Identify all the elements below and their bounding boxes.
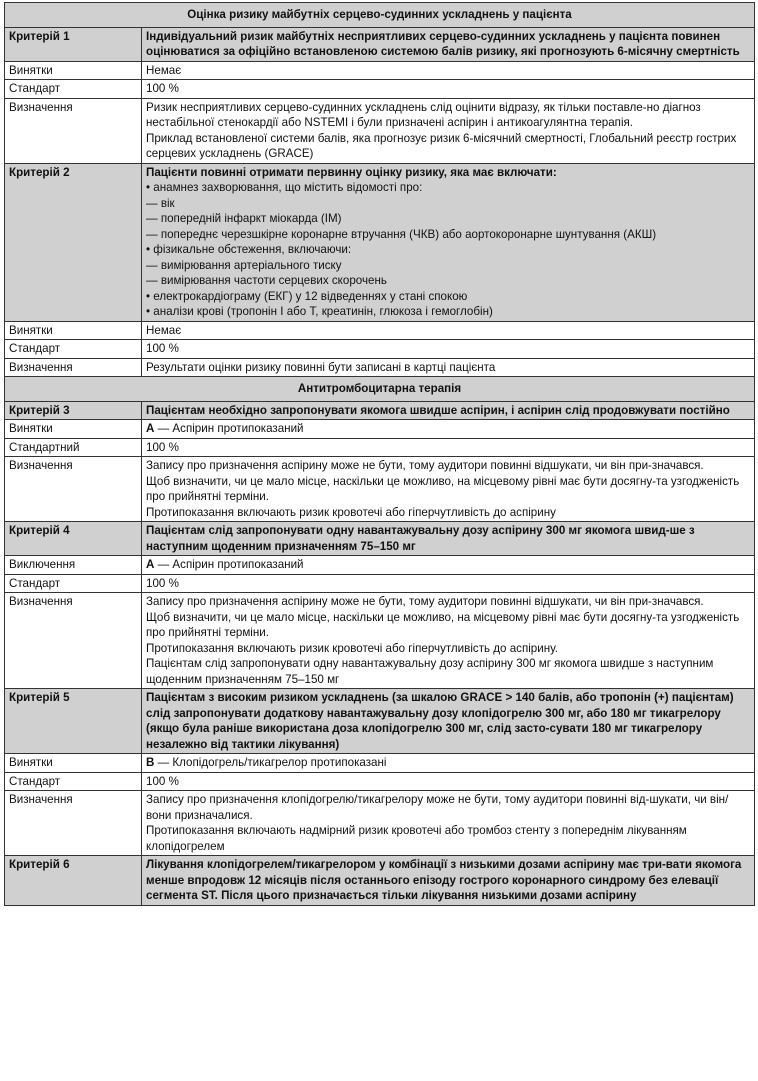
row-label: Винятки [5, 61, 142, 80]
bullet-line: • електрокардіограму (ЕКГ) у 12 відведеннях у стані спокою [146, 289, 468, 303]
criterion-text: Лікування клопідогрелем/тикагрелором у комбінації з низькими дозами аспірину має три-вати якомога менше впродовж 12 місяців після останнього епізоду гострого коронарного синдрому без елевації сегмента ST. Після цього призначається тільки лікування низькими дозами аспірину [142, 856, 755, 906]
definition-line: Запису про призначення аспірину може не бути, тому аудитори повинні відшукати, чи він при-значався. [146, 459, 704, 472]
standard-row [5, 80, 755, 99]
dash-line: — вимірювання артеріального тиску [146, 258, 342, 272]
row-value: 100 % [142, 438, 755, 457]
criterion-label: Критерій 3 [5, 401, 142, 420]
row-label: Визначення [5, 791, 142, 856]
exceptions-row [5, 420, 755, 439]
definition-line: Протипоказання включають надмірний ризик кровотечі або тромбоз стенту з попереднім лікуванням клопідогрелем [146, 824, 687, 853]
standard-row [5, 574, 755, 593]
definition-line: Протипоказання включають ризик кровотечі або гіперчутливість до аспірину. [146, 641, 558, 655]
dash-line: — попередній інфаркт міокарда (ІМ) [146, 212, 342, 225]
row-label: Винятки [5, 754, 142, 773]
exceptions-row [5, 321, 755, 340]
row-value [142, 556, 755, 575]
criterion-6-row [5, 856, 755, 906]
row-label: Стандартний [5, 438, 142, 457]
row-value [142, 457, 755, 522]
row-label: Стандарт [5, 340, 142, 359]
definition-line: Щоб визначити, чи це мало місце, наскільки це можливо, на місцевому рівні має бути досягну-та узгодженість про прийнятні терміни. [146, 610, 740, 639]
row-value [142, 593, 755, 689]
row-label: Виключення [5, 556, 142, 575]
definition-line: Запису про призначення аспірину може не бути, тому аудитори повинні відшукати, чи він при-значався. [146, 595, 704, 608]
standard-row [5, 340, 755, 359]
definition-row [5, 98, 755, 163]
criterion-label: Критерій 2 [5, 163, 142, 321]
definition-line: Протипоказання включають ризик кровотечі або гіперчутливість до аспірину [146, 505, 556, 519]
criterion-text: Індивідуальний ризик майбутніх несприятливих серцево-судинних ускладнень у пацієнта повинен оцінюватися за офіційно встановленою системою балів ризику, які прогнозують 6-місячну смертність [142, 27, 755, 61]
definition-line: Щоб визначити, чи це мало місце, наскільки це можливо, на місцевому рівні має бути досягну-та узгодженість про прийнятні терміни. [146, 474, 740, 503]
row-label: Стандарт [5, 574, 142, 593]
criterion-label: Критерій 4 [5, 522, 142, 556]
row-label: Визначення [5, 358, 142, 377]
criterion-label: Критерій 5 [5, 689, 142, 754]
row-value [142, 754, 755, 773]
row-value [142, 98, 755, 163]
definition-line: Приклад встановленої системи балів, яка прогнозує ризик 6-місячний смертності, Глобальний реєстр гострих серцевих ускладнень (GRACE) [146, 131, 737, 160]
definition-row [5, 457, 755, 522]
row-value: 100 % [142, 772, 755, 791]
criterion-line: Пацієнти повинні отримати первинну оцінку ризику, яка має включати: [146, 165, 557, 179]
exception-code: А [146, 422, 155, 435]
exception-text: — Аспірин протипоказаний [154, 422, 304, 435]
row-label: Стандарт [5, 80, 142, 99]
criterion-4-row [5, 522, 755, 556]
criterion-text: Пацієнтам з високим ризиком ускладнень (за шкалою GRACE > 140 балів, або тропонін (+) пацієнтам) слід запропонувати додаткову навантажувальну дозу клопідогрелю 300 мг, або 180 мг тикагрелору (якщо була раніше використана доза клопідогрелю 300 мг, слід засто-сувати 180 мг тикагрелору незалежно від тактики лікування) [142, 689, 755, 754]
exception-code: А [146, 558, 155, 571]
row-label: Винятки [5, 420, 142, 439]
criterion-5-row [5, 689, 755, 754]
criterion-label: Критерій 6 [5, 856, 142, 906]
row-label: Визначення [5, 457, 142, 522]
definition-line: Запису про призначення клопідогрелю/тикагрелору може не бути, тому аудитори повинні від-шукати, чи він/вони призначалися. [146, 793, 729, 822]
section-antiplatelet [5, 377, 755, 402]
section-title: Антитромбоцитарна терапія [5, 377, 755, 402]
section-title: Оцінка ризику майбутніх серцево-судинних ускладнень у пацієнта [5, 3, 755, 28]
standard-row [5, 772, 755, 791]
section-risk-assessment [5, 3, 755, 28]
row-value [142, 420, 755, 439]
row-value: 100 % [142, 80, 755, 99]
row-value: Немає [142, 321, 755, 340]
row-label: Визначення [5, 593, 142, 689]
bullet-line: • фізикальне обстеження, включаючи: [146, 243, 352, 256]
row-label: Стандарт [5, 772, 142, 791]
definition-row [5, 593, 755, 689]
bullet-line: • аналізи крові (тропонін I або T, креатинін, глюкоза і гемоглобін) [146, 305, 493, 318]
row-label: Винятки [5, 321, 142, 340]
exceptions-row [5, 754, 755, 773]
dash-line: — попереднє черезшкірне коронарне втручання (ЧКВ) або аортокоронарне шунтування (АКШ) [146, 227, 657, 241]
standard-row [5, 438, 755, 457]
criterion-text: Пацієнтам необхідно запропонувати якомога швидше аспірин, і аспірин слід продовжувати постійно [142, 401, 755, 420]
row-label: Визначення [5, 98, 142, 163]
definition-row [5, 358, 755, 377]
criterion-2-row [5, 163, 755, 321]
dash-line: — вимірювання частоти серцевих скорочень [146, 274, 387, 287]
dash-line: — вік [146, 196, 175, 210]
exception-text: — Клопідогрель/тикагрелор протипоказані [154, 756, 387, 769]
definition-line: Ризик несприятливих серцево-судинних ускладнень слід оцінити відразу, як тільки поставле-но діагноз нестабільної стенокардії або NSTEMI і були призначені аспірин і антикоагулянтна терапія. [146, 100, 701, 129]
criterion-3-row [5, 401, 755, 420]
exceptions-row [5, 61, 755, 80]
definition-row [5, 791, 755, 856]
criteria-table [4, 2, 755, 906]
exclusions-row [5, 556, 755, 575]
criterion-1-row [5, 27, 755, 61]
row-value: Результати оцінки ризику повинні бути записані в картці пацієнта [142, 358, 755, 377]
row-value: 100 % [142, 340, 755, 359]
exception-text: — Аспірин протипоказаний [154, 558, 304, 571]
criterion-text: Пацієнтам слід запропонувати одну навантажувальну дозу аспірину 300 мг якомога швид-ше з наступним щоденним призначенням 75–150 мг [142, 522, 755, 556]
row-value [142, 791, 755, 856]
criterion-text [142, 163, 755, 321]
exception-code: В [146, 756, 155, 769]
criterion-label: Критерій 1 [5, 27, 142, 61]
row-value: 100 % [142, 574, 755, 593]
row-value: Немає [142, 61, 755, 80]
bullet-line: • анамнез захворювання, що містить відомості про: [146, 181, 423, 194]
definition-line: Пацієнтам слід запропонувати одну навантажувальну дозу аспірину 300 мг якомога швидше з наступним щоденним призначенням 75–150 мг [146, 657, 714, 686]
